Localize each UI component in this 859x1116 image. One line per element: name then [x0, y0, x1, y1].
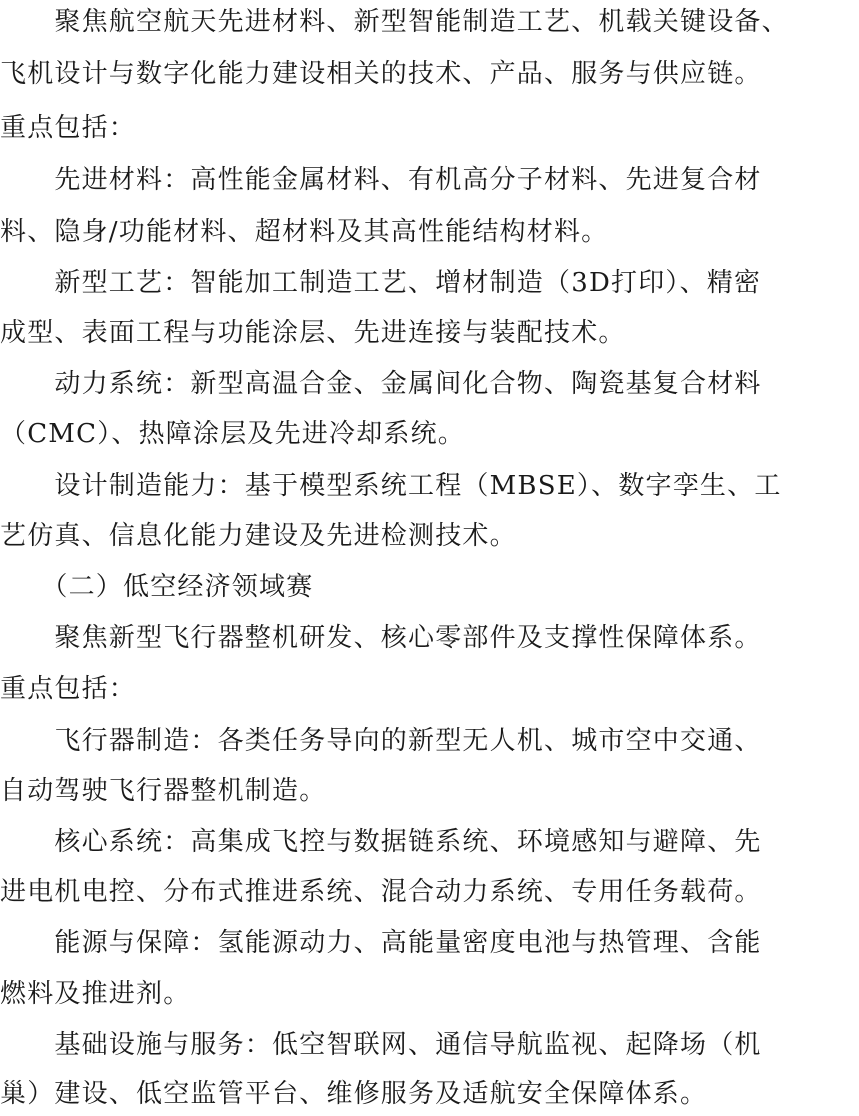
text-line: 重点包括： — [0, 674, 137, 704]
text-line: 成型、表面工程与功能涂层、先进连接与装配技术。 — [0, 318, 626, 348]
text-line: 先进材料：高性能金属材料、有机高分子材料、先进复合材 — [0, 165, 762, 195]
section-heading: （二）低空经济领域赛 — [0, 572, 314, 602]
text-line: 新型工艺：智能加工制造工艺、增材制造（3D打印）、精密 — [0, 268, 762, 298]
text-line: 燃料及推进剂。 — [0, 979, 191, 1009]
text-line: 聚焦航空航天先进材料、新型智能制造工艺、机载关键设备、 — [0, 7, 789, 37]
text-line: （CMC）、热障涂层及先进冷却系统。 — [0, 419, 466, 449]
text-line: 进电机电控、分布式推进系统、混合动力系统、专用任务载荷。 — [0, 877, 762, 907]
text-line: 动力系统：新型高温合金、金属间化合物、陶瓷基复合材料 — [0, 369, 762, 399]
text-line: 飞机设计与数字化能力建设相关的技术、产品、服务与供应链。 — [0, 59, 762, 89]
text-line: 自动驾驶飞行器整机制造。 — [0, 776, 327, 806]
text-line: 艺仿真、信息化能力建设及先进检测技术。 — [0, 521, 517, 551]
text-line: 飞行器制造：各类任务导向的新型无人机、城市空中交通、 — [0, 726, 762, 756]
text-line: 基础设施与服务：低空智联网、通信导航监视、起降场（机 — [0, 1030, 762, 1060]
text-line: 巢）建设、低空监管平台、维修服务及适航安全保障体系。 — [0, 1079, 708, 1109]
text-line: 料、隐身/功能材料、超材料及其高性能结构材料。 — [0, 217, 609, 247]
text-line: 设计制造能力：基于模型系统工程（MBSE）、数字孪生、工 — [0, 471, 782, 501]
text-line: 重点包括： — [0, 113, 137, 143]
text-line: 聚焦新型飞行器整机研发、核心零部件及支撑性保障体系。 — [0, 623, 762, 653]
text-line: 能源与保障：氢能源动力、高能量密度电池与热管理、含能 — [0, 928, 762, 958]
text-line: 核心系统：高集成飞控与数据链系统、环境感知与避障、先 — [0, 827, 762, 857]
